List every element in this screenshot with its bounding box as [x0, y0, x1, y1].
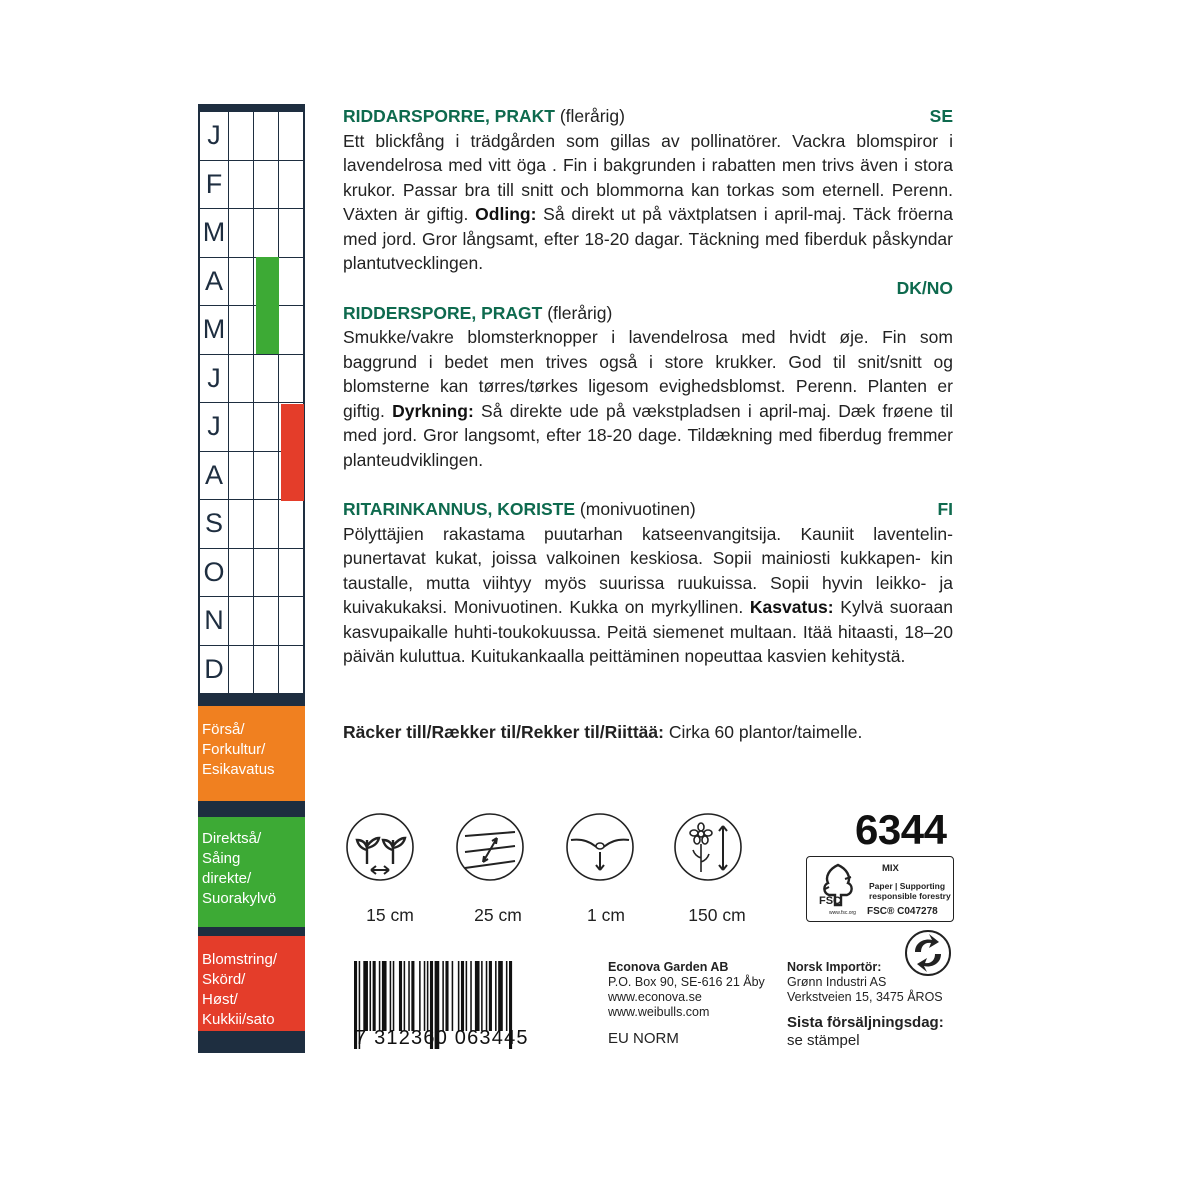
eu-norm: EU NORM [608, 1030, 679, 1047]
barcode-bar [498, 961, 503, 1031]
barcode-bar [390, 961, 392, 1031]
barcode-bar [370, 961, 372, 1031]
body-text: Smukke/vakre blomsterknopper i lavendelrosa med hvidt øje. Fin som baggrund i bedet men trives også i store krukker. God til snit/snitt og blomsterne kan tørres/tørkes ligesom evighedsblomst. Perenn. Planten er giftig. [343, 327, 953, 421]
calendar-row [200, 112, 303, 161]
calendar-row [200, 258, 303, 307]
barcode-bar [427, 961, 429, 1031]
heading-subtitle: (flerårig) [547, 302, 613, 323]
body-text: Så direkt ut på växtplatsen i april-maj. Täck fröerna med jord. Gror långsamt, efter 18-20 dagar. Täckning med fiberduk påskyndar plantutvecklingen. [343, 204, 953, 273]
calendar-row [200, 161, 303, 210]
yield-line [343, 720, 862, 744]
sowing-depth-icon [565, 812, 635, 882]
heading-title: RIDDARSPORRE, PRAKT [343, 106, 555, 126]
legend-line: Høst/ [202, 991, 238, 1008]
fsc-line: Paper | Supporting [869, 881, 946, 891]
barcode-bar [445, 961, 448, 1031]
body-text: Kylvä suoraan kasvupaikalle huhti-toukokuussa. Peitä siemenet multaan. Itää hitaasti, 18–20 päivän kuluttua. Kuitukankaalla peittäminen nopeuttaa kasvien kehitystä. [343, 597, 953, 666]
legend-line: Forkultur/ [202, 741, 266, 758]
section-heading [343, 104, 953, 129]
barcode-bar [399, 961, 402, 1031]
body-text: Ett blickfång i trädgården som gillas av pollinatörer. Vackra blomspiror i lavendelrosa med vitt öga . Fin i bakgrunden i rabatten men trivs även i stora krukor. Passar bra till snitt och blommorna kan torkas som eternell. Perenn. Växten är giftig. [343, 130, 953, 224]
calendar-row [200, 306, 303, 355]
barcode-bar [458, 961, 460, 1031]
barcode-bar [363, 961, 368, 1031]
month-letter: N [204, 605, 224, 636]
row-spacing-icon [455, 812, 525, 882]
barcode-bar [408, 961, 410, 1031]
month-letter: M [202, 217, 226, 248]
company-web: www.econova.se [608, 990, 702, 1004]
section-body [343, 325, 953, 472]
company-address: P.O. Box 90, SE-616 21 Åby [608, 975, 765, 989]
legend-line: Såing [202, 850, 241, 867]
legend-line: Direktså/ [202, 830, 262, 847]
section-body [343, 129, 953, 276]
calendar-row [200, 646, 303, 695]
calendar-row [200, 549, 303, 598]
month-letter: D [204, 653, 224, 684]
fsc-label [806, 856, 954, 922]
barcode-bar [424, 961, 426, 1031]
sale-date-label: Sista försäljningsdag: [787, 1014, 944, 1031]
bloom-period-bar [281, 404, 304, 501]
legend-line: Suorakylvö [202, 890, 277, 907]
barcode-bar [442, 961, 444, 1031]
barcode-bar [489, 961, 492, 1031]
calendar-row [200, 597, 303, 646]
month-letter: F [205, 168, 223, 199]
legend-line: Esikavatus [202, 761, 275, 778]
fsc-code: FSC® C047278 [867, 906, 938, 917]
barcode-bar [419, 961, 421, 1031]
body-keyword: Odling: [475, 204, 537, 224]
section-se [343, 104, 953, 276]
month-letter: J [207, 411, 221, 442]
calendar-row [200, 209, 303, 258]
fsc-line: responsible forestry [869, 891, 951, 901]
calendar-grid [200, 112, 303, 694]
barcode-bar [452, 961, 454, 1031]
language-code: FI [937, 499, 953, 519]
month-letter: J [207, 362, 221, 393]
barcode-bar [379, 961, 381, 1031]
fsc-url: www.fsc.org [829, 910, 856, 916]
legend-line: Skörd/ [202, 971, 246, 988]
barcode-bar [461, 961, 464, 1031]
fsc-description [869, 881, 951, 901]
company-info [608, 960, 765, 1020]
barcode-digits: 7 312360 063445 [355, 1027, 529, 1049]
heading-subtitle: (monivuotinen) [579, 499, 696, 519]
sale-date-value: se stämpel [787, 1032, 860, 1049]
section-heading [343, 497, 953, 522]
importer-name: Grønn Industri AS [787, 975, 887, 989]
sale-date [787, 1014, 944, 1050]
calendar-row [200, 355, 303, 404]
importer-info [787, 960, 943, 1005]
body-text: Så direkte ude på vækstpladsen i april-maj. Dæk frøene til med jord. Gror langsomt, efter 18-20 dage. Tildækning med fiberdug fremmer planteudviklingen. [343, 400, 953, 470]
direct-sow-period-bar [256, 257, 279, 354]
body-text: Pölyttäjien rakastama puutarhan katseenvangitsija. Kauniit laventelin- punertavat kukat, joissa valkoinen keskiosa. Sopii mainiosti kukkapen- kin taustalle, mutta viihtyy myös suurissa ruukuissa. Sopii hyvin leikko- ja kuivakukaksi. Monivuotinen. Kukka on myrkyllinen. [343, 523, 953, 617]
barcode-bar [475, 961, 480, 1031]
fsc-logo-text: FSC [819, 895, 841, 907]
importer-address: Verkstveien 15, 3475 ÅROS [787, 990, 943, 1004]
plant-spacing-label: 15 cm [366, 905, 414, 925]
month-letter: O [203, 556, 225, 587]
month-letter: M [202, 314, 226, 345]
heading-subtitle: (flerårig) [559, 106, 625, 126]
barcode-bar [466, 961, 468, 1031]
legend-direct-sow [198, 817, 305, 927]
importer-title: Norsk Importör: [787, 960, 882, 974]
yield-label: Räcker till/Rækker til/Rekker til/Riittää: [343, 722, 664, 742]
legend-line: Förså/ [202, 721, 245, 738]
language-code: SE [929, 106, 953, 126]
barcode-bar [411, 961, 414, 1031]
plant-height-label: 150 cm [688, 905, 746, 925]
month-letter: S [204, 508, 223, 539]
section-fi [343, 497, 953, 669]
legend-line: direkte/ [202, 870, 252, 887]
yield-value: Cirka 60 plantor/taimelle. [668, 722, 863, 742]
barcode-bar [393, 961, 395, 1031]
legend-line: Blomstring/ [202, 951, 278, 968]
body-keyword: Kasvatus: [749, 597, 834, 617]
legend-bloom [198, 936, 305, 1031]
barcode-bar [404, 961, 406, 1031]
month-letter: J [207, 120, 221, 151]
month-letter: A [204, 265, 223, 296]
barcode-bar [373, 961, 376, 1031]
product-number: 6344 [855, 806, 947, 853]
heading-title: RIDDERSPORE, PRAGT [343, 302, 543, 323]
month-letter: A [204, 459, 223, 490]
barcode-bar [486, 961, 488, 1031]
language-code: DK/NO [896, 278, 953, 298]
barcode-bar [382, 961, 387, 1031]
row-spacing-label: 25 cm [474, 905, 522, 925]
barcode-bar [506, 961, 508, 1031]
section-heading [343, 301, 953, 326]
heading-title: RITARINKANNUS, KORISTE [343, 499, 576, 519]
section-dk [343, 276, 953, 472]
legend-presow [198, 706, 305, 801]
barcode-bar [470, 961, 472, 1031]
company-name: Econova Garden AB [608, 960, 729, 974]
barcode-bar [495, 961, 497, 1031]
sowing-depth-label: 1 cm [587, 905, 625, 925]
plant-spacing-icon [345, 812, 415, 882]
section-body [343, 522, 953, 669]
calendar-row [200, 500, 303, 549]
legend-line: Kukkii/sato [202, 1011, 275, 1028]
barcode-bar [481, 961, 483, 1031]
fsc-mix: MIX [882, 863, 899, 874]
body-keyword: Dyrkning: [392, 400, 474, 421]
sowing-calendar [198, 104, 305, 1053]
company-web: www.weibulls.com [608, 1005, 710, 1019]
plant-height-icon [673, 812, 743, 882]
